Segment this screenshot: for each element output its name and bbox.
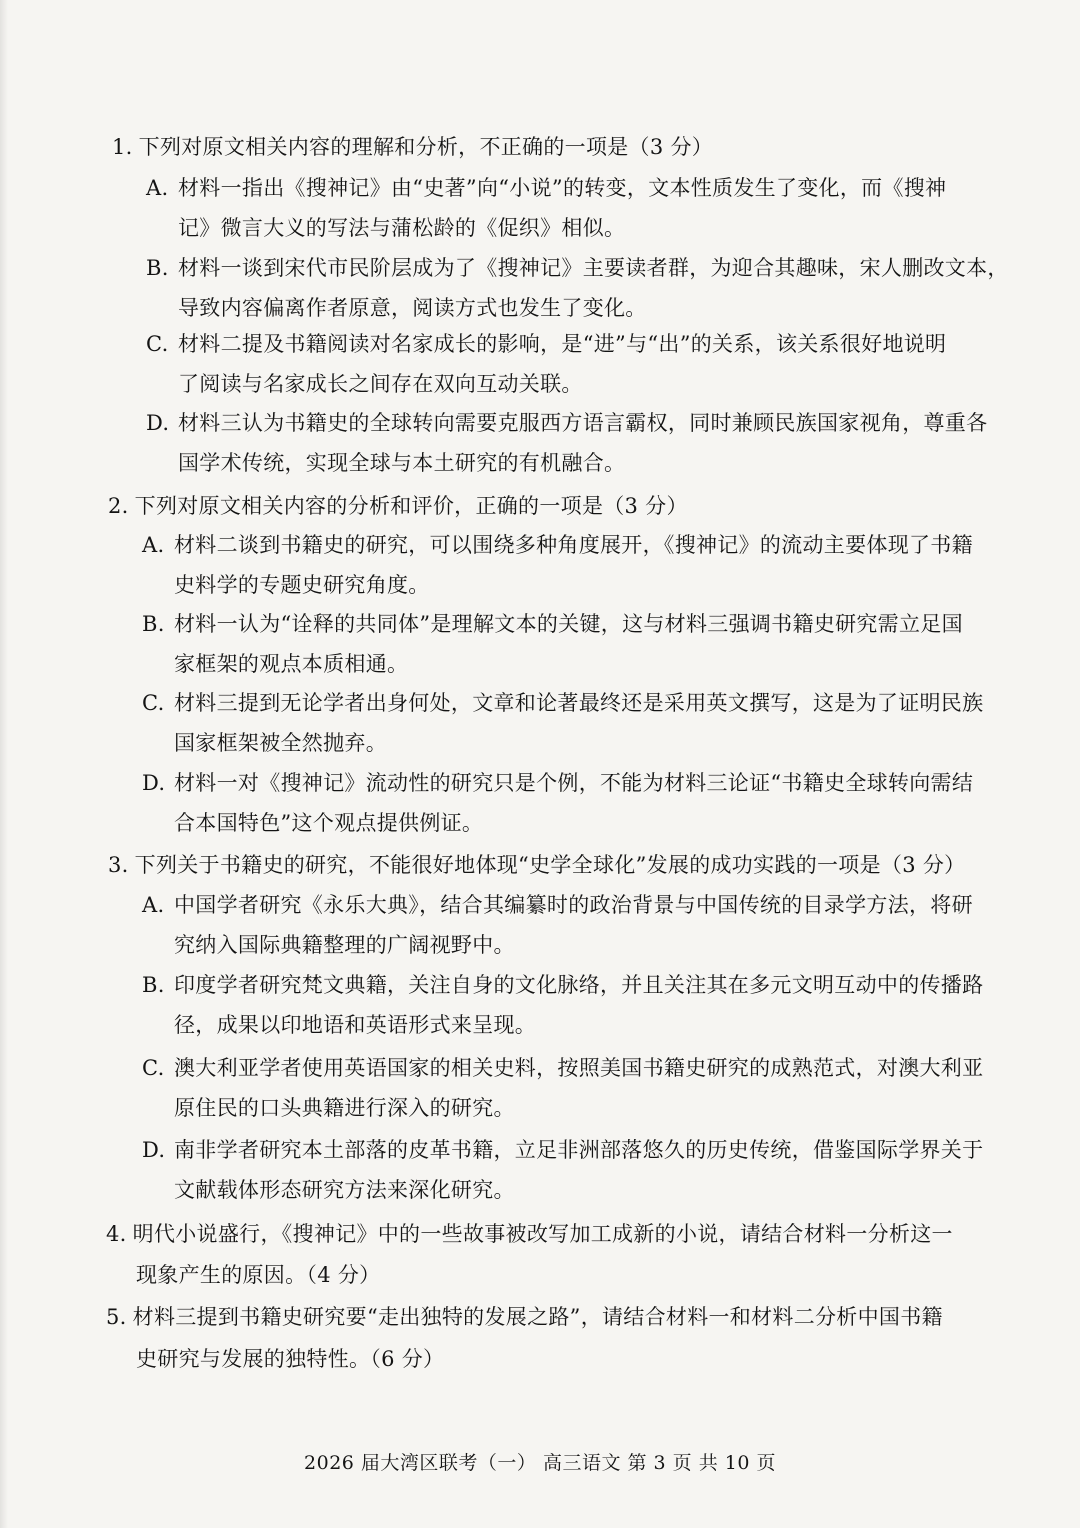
option-text-line2: 文献载体形态研究方法来深化研究。: [174, 1178, 515, 1202]
question-1-stem: [112, 134, 713, 160]
option-text-line1: 材料一谈到宋代市民阶层成为了《搜神记》主要读者群，为迎合其趣味，宋人删改文本，: [178, 256, 1009, 280]
question-4-stem-line2: 现象产生的原因。（4 分）: [136, 1263, 381, 1287]
option-letter: A.: [142, 533, 165, 557]
option-letter: A.: [146, 176, 169, 200]
option-text-line2: 径，成果以印地语和英语形式来呈现。: [174, 1013, 537, 1037]
option-letter: B.: [146, 256, 169, 280]
option-letter: D.: [142, 1138, 166, 1162]
option-text-line2: 记》微言大义的写法与蒲松龄的《促织》相似。: [178, 216, 626, 240]
option-text-line1: 材料二谈到书籍史的研究，可以围绕多种角度展开，《搜神记》的流动主要体现了书籍: [174, 533, 973, 557]
option-text-line1: 中国学者研究《永乐大典》，结合其编纂时的政治背景与中国传统的目录学方法，将研: [174, 893, 973, 917]
question-5-stem-line2: 史研究与发展的独特性。（6 分）: [136, 1347, 445, 1371]
page-footer: 2026 届大湾区联考（一） 高三语文 第 3 页 共 10 页: [304, 1452, 776, 1474]
option-text-line1: 南非学者研究本土部落的皮革书籍，立足非洲部落悠久的历史传统，借鉴国际学界关于: [174, 1138, 984, 1162]
question-4-stem: [106, 1221, 953, 1247]
option-text-line2: 国学术传统，实现全球与本土研究的有机融合。: [178, 451, 626, 475]
option-letter: C.: [142, 1056, 165, 1080]
question-text: 下列关于书籍史的研究，不能很好地体现“史学全球化”发展的成功实践的一项是（3 分）: [134, 853, 966, 877]
question-text: 下列对原文相关内容的理解和分析，不正确的一项是（3 分）: [138, 135, 714, 159]
question-2-stem: [108, 493, 688, 519]
option-text-line2: 原住民的口头典籍进行深入的研究。: [174, 1096, 515, 1120]
option-letter: D.: [146, 411, 170, 435]
question-number: 3.: [108, 853, 129, 877]
question-text: 材料三提到书籍史研究要“走出独特的发展之路”，请结合材料一和材料二分析中国书籍: [132, 1305, 943, 1329]
question-text: 下列对原文相关内容的分析和评价，正确的一项是（3 分）: [134, 494, 688, 518]
option-text-line1: 澳大利亚学者使用英语国家的相关史料，按照美国书籍史研究的成熟范式，对澳大利亚: [174, 1056, 984, 1080]
option-text-line2: 了阅读与名家成长之间存在双向互动关联。: [178, 372, 583, 396]
option-text-line1: 材料一指出《搜神记》由“史著”向“小说”的转变，文本性质发生了变化，而《搜神: [178, 176, 947, 200]
option-letter: B.: [142, 973, 165, 997]
option-letter: D.: [142, 771, 166, 795]
option-text-line2: 导致内容偏离作者原意，阅读方式也发生了变化。: [178, 296, 647, 320]
option-text-line1: 材料三提到无论学者出身何处，文章和论著最终还是采用英文撰写，这是为了证明民族: [174, 691, 984, 715]
option-text-line2: 究纳入国际典籍整理的广阔视野中。: [174, 933, 515, 957]
option-letter: C.: [142, 691, 165, 715]
option-letter: C.: [146, 332, 169, 356]
option-text-line2: 合本国特色”这个观点提供例证。: [174, 811, 484, 835]
option-letter: B.: [142, 612, 165, 636]
question-number: 2.: [108, 494, 129, 518]
scan-shadow: [0, 0, 8, 1528]
question-text: 明代小说盛行，《搜神记》中的一些故事被改写加工成新的小说，请结合材料一分析这一: [132, 1222, 953, 1246]
option-text-line1: 材料一认为“诠释的共同体”是理解文本的关键，这与材料三强调书籍史研究需立足国: [174, 612, 963, 636]
option-letter: A.: [142, 893, 165, 917]
question-number: 1.: [112, 135, 133, 159]
option-text-line2: 史料学的专题史研究角度。: [174, 573, 430, 597]
option-text-line1: 材料二提及书籍阅读对名家成长的影响，是“进”与“出”的关系，该关系很好地说明: [178, 332, 947, 356]
option-text-line2: 家框架的观点本质相通。: [174, 652, 409, 676]
option-text-line1: 材料三认为书籍史的全球转向需要克服西方语言霸权，同时兼顾民族国家视角，尊重各: [178, 411, 988, 435]
question-3-stem: [108, 852, 965, 878]
option-text-line1: 印度学者研究梵文典籍，关注自身的文化脉络，并且关注其在多元文明互动中的传播路: [174, 973, 984, 997]
option-text-line2: 国家框架被全然抛弃。: [174, 731, 387, 755]
question-number: 5.: [106, 1305, 127, 1329]
option-text-line1: 材料一对《搜神记》流动性的研究只是个例，不能为材料三论证“书籍史全球转向需结: [174, 771, 974, 795]
question-5-stem: [106, 1304, 943, 1330]
question-number: 4.: [106, 1222, 127, 1246]
